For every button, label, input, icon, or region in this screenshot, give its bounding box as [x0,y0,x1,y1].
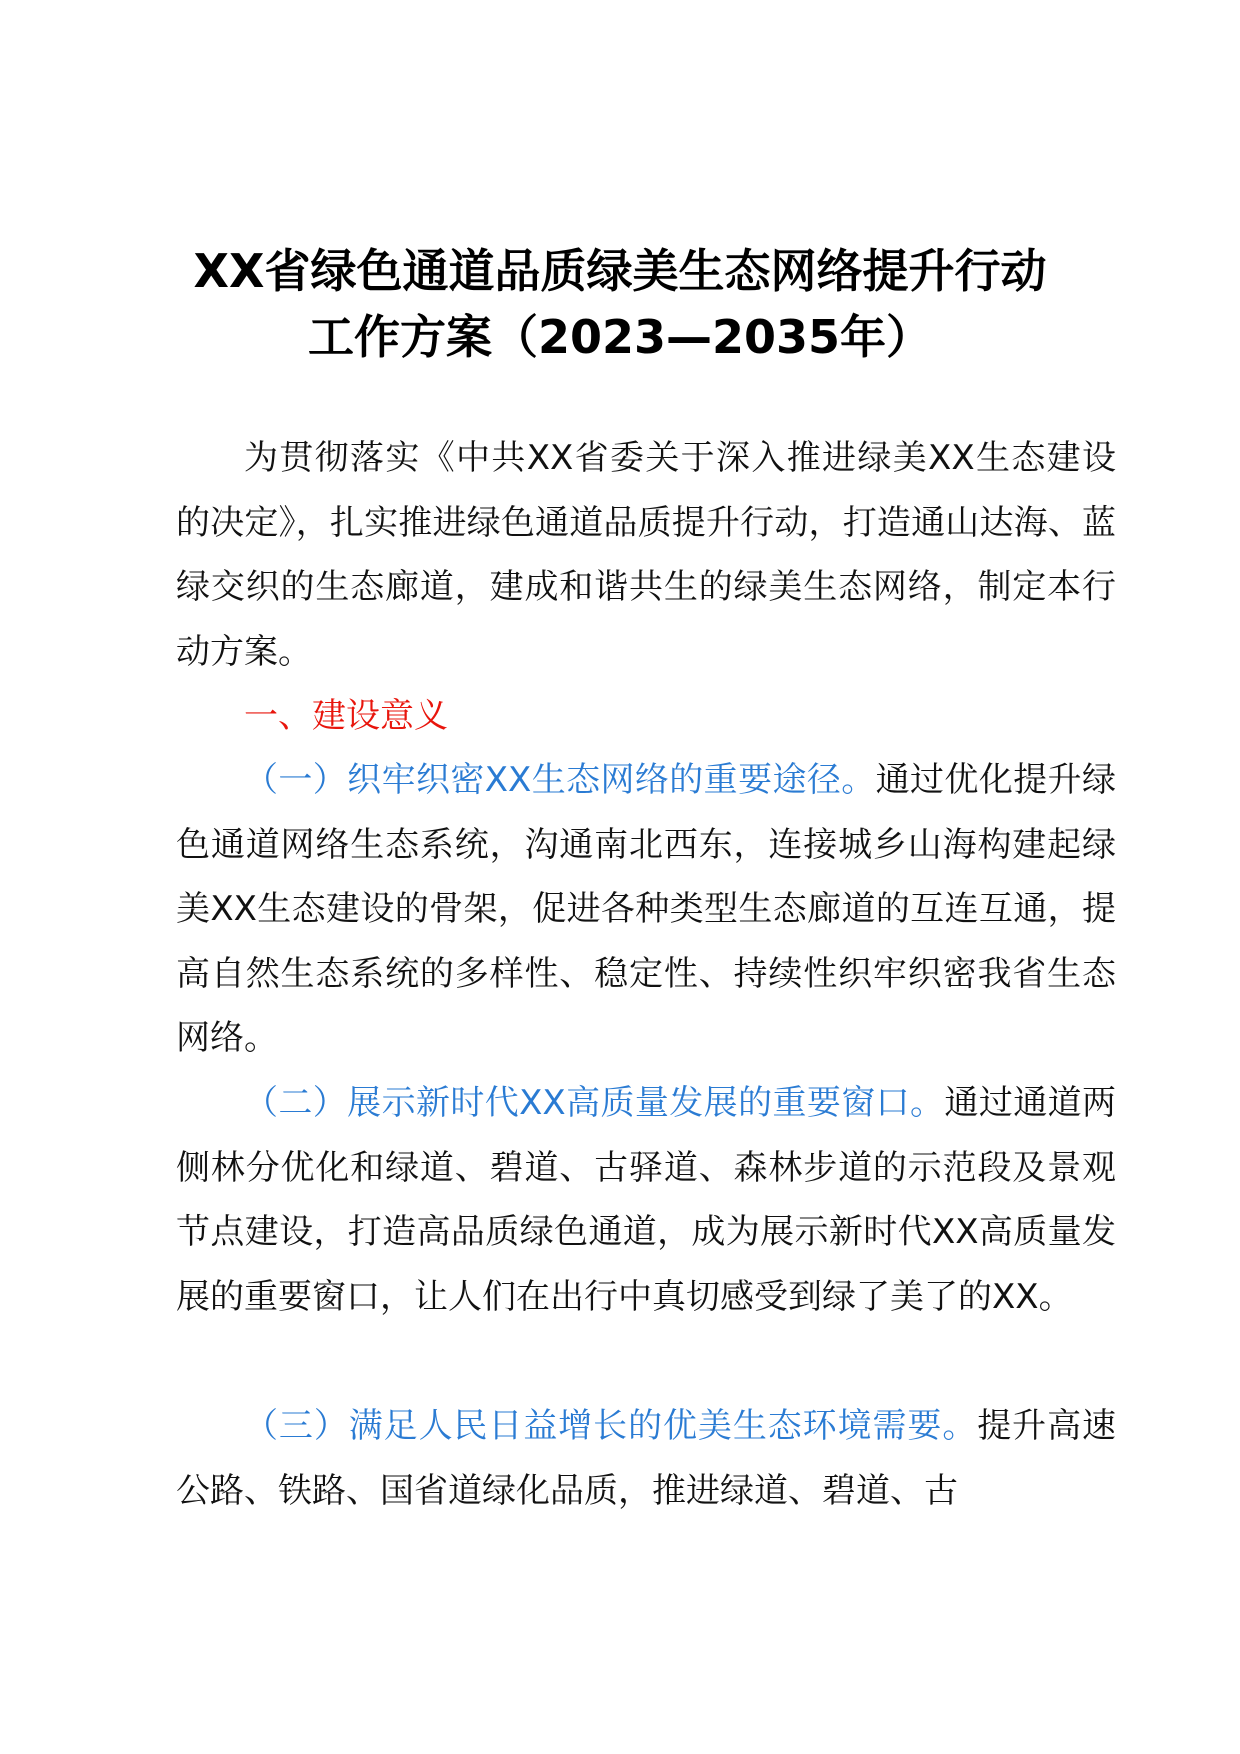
section-item-1 [176,748,1116,1071]
section-item-2-text: 通过通道两侧林分优化和绿道、碧道、古驿道、森林步道的示范段及景观节点建设，打造高品质绿色通道，成为展示新时代XX高质量发展的重要窗口，让人们在出行中真切感受到绿了美了的XX。 [176,1083,1116,1317]
section-item-2-lead: （二）展示新时代XX高质量发展的重要窗口。 [244,1083,945,1123]
section-item-3-lead: （三）满足人民日益增长的优美生态环境需要。 [244,1406,978,1446]
section-item-2 [176,1071,1116,1329]
section-heading: 一、建设意义 [244,696,448,736]
section-item-1-text: 通过优化提升绿色通道网络生态系统，沟通南北西东，连接城乡山海构建起绿美XX生态建设的骨架，促进各种类型生态廊道的互连互通，提高自然生态系统的多样性、稳定性、持续性织牢织密我省生态网络。 [176,760,1116,1058]
section-item-3 [176,1394,1116,1523]
document-title-line-1: XX省绿色通道品质绿美生态网络提升行动 [193,244,1047,298]
intro-paragraph: 为贯彻落实《中共XX省委关于深入推进绿美XX生态建设的决定》，扎实推进绿色通道品质提升行动，打造通山达海、蓝绿交织的生态廊道，建成和谐共生的绿美生态网络，制定本行动方案。 [176,438,1116,672]
section-item-1-lead: （一）织牢织密XX生态网络的重要途径。 [244,760,876,800]
section-item-3-text: 提升高速公路、铁路、国省道绿化品质，推进绿道、碧道、古 [176,1406,1116,1511]
document-title-line-2: 工作方案（2023—2035年） [307,310,933,364]
